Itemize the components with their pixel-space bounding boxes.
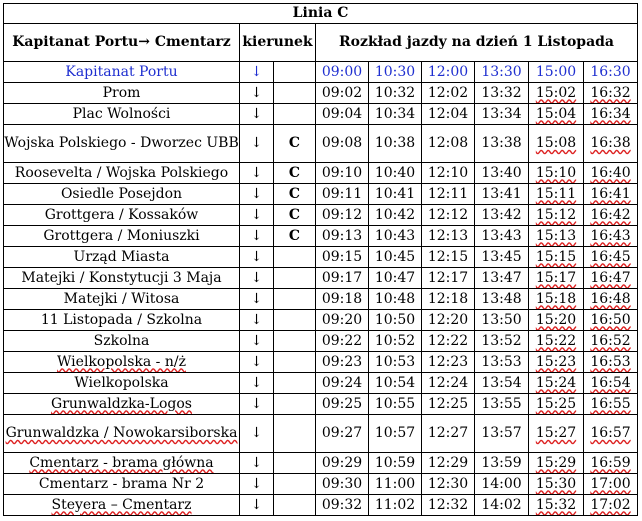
down-arrow-icon: ↓ bbox=[240, 163, 274, 184]
stop-row bbox=[4, 184, 638, 205]
departure-time: 09:15 bbox=[316, 247, 369, 268]
departure-time: 16:52 bbox=[584, 331, 638, 352]
down-arrow-icon: ↓ bbox=[240, 331, 274, 352]
stop-row bbox=[4, 289, 638, 310]
departure-time: 09:24 bbox=[316, 373, 369, 394]
departure-time: 12:24 bbox=[422, 373, 475, 394]
departure-time: 17:00 bbox=[584, 474, 638, 495]
departure-time: 15:08 bbox=[529, 125, 584, 163]
stop-code bbox=[274, 474, 316, 495]
schedule-header: Rozkład jazdy na dzień 1 Listopada bbox=[316, 24, 638, 62]
departure-time: 15:02 bbox=[529, 83, 584, 104]
departure-time: 10:52 bbox=[369, 331, 422, 352]
departure-time: 11:02 bbox=[369, 495, 422, 516]
departure-time: 12:30 bbox=[422, 474, 475, 495]
stop-row bbox=[4, 226, 638, 247]
departure-time: 12:23 bbox=[422, 352, 475, 373]
departure-time: 15:18 bbox=[529, 289, 584, 310]
stop-name: Matejki / Konstytucji 3 Maja bbox=[4, 268, 240, 289]
stop-code bbox=[274, 373, 316, 394]
departure-time: 16:55 bbox=[584, 394, 638, 415]
departure-time: 16:54 bbox=[584, 373, 638, 394]
down-arrow-icon: ↓ bbox=[240, 125, 274, 163]
down-arrow-icon: ↓ bbox=[240, 415, 274, 453]
departure-time: 13:50 bbox=[475, 310, 529, 331]
departure-time: 09:10 bbox=[316, 163, 369, 184]
stop-code: C bbox=[274, 226, 316, 247]
line-title: Linia C bbox=[4, 4, 638, 24]
down-arrow-icon: ↓ bbox=[240, 453, 274, 474]
stop-code bbox=[274, 310, 316, 331]
stop-name: Grunwaldzka-Logos bbox=[4, 394, 240, 415]
stop-row bbox=[4, 268, 638, 289]
departure-time: 10:57 bbox=[369, 415, 422, 453]
departure-time: 10:48 bbox=[369, 289, 422, 310]
stop-name: Kapitanat Portu bbox=[4, 62, 240, 83]
departure-time: 12:17 bbox=[422, 268, 475, 289]
stop-name: Urząd Miasta bbox=[4, 247, 240, 268]
departure-time: 11:00 bbox=[369, 474, 422, 495]
departure-time: 09:30 bbox=[316, 474, 369, 495]
stop-name: Wielkopolska - n/ż bbox=[4, 352, 240, 373]
stop-row bbox=[4, 62, 638, 83]
departure-time: 15:24 bbox=[529, 373, 584, 394]
departure-time: 09:11 bbox=[316, 184, 369, 205]
route-header: Kapitanat Portu→ Cmentarz bbox=[4, 24, 240, 62]
stop-code bbox=[274, 394, 316, 415]
down-arrow-icon: ↓ bbox=[240, 394, 274, 415]
departure-time: 12:00 bbox=[422, 62, 475, 83]
stop-name: Roosevelta / Wojska Polskiego bbox=[4, 163, 240, 184]
departure-time: 10:45 bbox=[369, 247, 422, 268]
departure-time: 09:25 bbox=[316, 394, 369, 415]
stop-name: Prom bbox=[4, 83, 240, 104]
departure-time: 17:02 bbox=[584, 495, 638, 516]
departure-time: 10:47 bbox=[369, 268, 422, 289]
departure-time: 12:11 bbox=[422, 184, 475, 205]
down-arrow-icon: ↓ bbox=[240, 62, 274, 83]
departure-time: 09:00 bbox=[316, 62, 369, 83]
departure-time: 12:12 bbox=[422, 205, 475, 226]
departure-time: 16:53 bbox=[584, 352, 638, 373]
departure-time: 09:02 bbox=[316, 83, 369, 104]
departure-time: 09:17 bbox=[316, 268, 369, 289]
departure-time: 15:23 bbox=[529, 352, 584, 373]
stop-code bbox=[274, 247, 316, 268]
departure-time: 10:50 bbox=[369, 310, 422, 331]
departure-time: 15:27 bbox=[529, 415, 584, 453]
stop-row bbox=[4, 453, 638, 474]
departure-time: 15:11 bbox=[529, 184, 584, 205]
departure-time: 09:08 bbox=[316, 125, 369, 163]
stop-row bbox=[4, 310, 638, 331]
down-arrow-icon: ↓ bbox=[240, 352, 274, 373]
stop-code bbox=[274, 352, 316, 373]
departure-time: 16:40 bbox=[584, 163, 638, 184]
departure-time: 09:20 bbox=[316, 310, 369, 331]
departure-time: 15:10 bbox=[529, 163, 584, 184]
down-arrow-icon: ↓ bbox=[240, 205, 274, 226]
departure-time: 12:32 bbox=[422, 495, 475, 516]
stop-name: Grunwaldzka / Nowokarsiborska bbox=[4, 415, 240, 453]
departure-time: 13:41 bbox=[475, 184, 529, 205]
departure-time: 09:12 bbox=[316, 205, 369, 226]
stop-code bbox=[274, 62, 316, 83]
departure-time: 12:18 bbox=[422, 289, 475, 310]
departure-time: 10:41 bbox=[369, 184, 422, 205]
stop-name: Cmentarz - brama główna bbox=[4, 453, 240, 474]
stop-row bbox=[4, 125, 638, 163]
departure-time: 13:40 bbox=[475, 163, 529, 184]
departure-time: 13:30 bbox=[475, 62, 529, 83]
departure-time: 10:32 bbox=[369, 83, 422, 104]
stop-name: Osiedle Posejdon bbox=[4, 184, 240, 205]
departure-time: 12:29 bbox=[422, 453, 475, 474]
timetable bbox=[3, 3, 638, 516]
stop-row bbox=[4, 104, 638, 125]
departure-time: 16:41 bbox=[584, 184, 638, 205]
departure-time: 09:29 bbox=[316, 453, 369, 474]
departure-time: 09:13 bbox=[316, 226, 369, 247]
departure-time: 12:02 bbox=[422, 83, 475, 104]
stop-row bbox=[4, 83, 638, 104]
departure-time: 16:42 bbox=[584, 205, 638, 226]
stop-name: Wojska Polskiego - Dworzec UBB bbox=[4, 125, 240, 163]
departure-time: 10:30 bbox=[369, 62, 422, 83]
stop-name: Szkolna bbox=[4, 331, 240, 352]
departure-time: 09:22 bbox=[316, 331, 369, 352]
down-arrow-icon: ↓ bbox=[240, 184, 274, 205]
title-row bbox=[4, 4, 638, 24]
stop-row bbox=[4, 495, 638, 516]
header-row bbox=[4, 24, 638, 62]
departure-time: 15:30 bbox=[529, 474, 584, 495]
departure-time: 16:57 bbox=[584, 415, 638, 453]
departure-time: 12:22 bbox=[422, 331, 475, 352]
down-arrow-icon: ↓ bbox=[240, 83, 274, 104]
down-arrow-icon: ↓ bbox=[240, 289, 274, 310]
stop-row bbox=[4, 474, 638, 495]
departure-time: 14:02 bbox=[475, 495, 529, 516]
departure-time: 12:10 bbox=[422, 163, 475, 184]
stop-name: Matejki / Witosa bbox=[4, 289, 240, 310]
departure-time: 10:54 bbox=[369, 373, 422, 394]
departure-time: 16:32 bbox=[584, 83, 638, 104]
departure-time: 15:25 bbox=[529, 394, 584, 415]
departure-time: 09:23 bbox=[316, 352, 369, 373]
departure-time: 15:29 bbox=[529, 453, 584, 474]
departure-time: 13:47 bbox=[475, 268, 529, 289]
departure-time: 13:59 bbox=[475, 453, 529, 474]
down-arrow-icon: ↓ bbox=[240, 373, 274, 394]
departure-time: 10:34 bbox=[369, 104, 422, 125]
departure-time: 12:20 bbox=[422, 310, 475, 331]
departure-time: 09:18 bbox=[316, 289, 369, 310]
timetable-container bbox=[3, 3, 638, 516]
departure-time: 13:52 bbox=[475, 331, 529, 352]
departure-time: 13:45 bbox=[475, 247, 529, 268]
departure-time: 09:04 bbox=[316, 104, 369, 125]
down-arrow-icon: ↓ bbox=[240, 495, 274, 516]
departure-time: 16:59 bbox=[584, 453, 638, 474]
departure-time: 10:40 bbox=[369, 163, 422, 184]
departure-time: 13:48 bbox=[475, 289, 529, 310]
stop-row bbox=[4, 205, 638, 226]
stop-row bbox=[4, 247, 638, 268]
departure-time: 09:27 bbox=[316, 415, 369, 453]
departure-time: 12:15 bbox=[422, 247, 475, 268]
stop-code: C bbox=[274, 184, 316, 205]
stop-row bbox=[4, 352, 638, 373]
departure-time: 12:04 bbox=[422, 104, 475, 125]
departure-time: 16:30 bbox=[584, 62, 638, 83]
departure-time: 13:38 bbox=[475, 125, 529, 163]
stop-code: C bbox=[274, 205, 316, 226]
stop-name: Plac Wolności bbox=[4, 104, 240, 125]
departure-time: 15:20 bbox=[529, 310, 584, 331]
departure-time: 10:38 bbox=[369, 125, 422, 163]
departure-time: 14:00 bbox=[475, 474, 529, 495]
stop-name: Grottgera / Kossaków bbox=[4, 205, 240, 226]
departure-time: 13:42 bbox=[475, 205, 529, 226]
departure-time: 09:32 bbox=[316, 495, 369, 516]
stop-name: Wielkopolska bbox=[4, 373, 240, 394]
stop-name: Cmentarz - brama Nr 2 bbox=[4, 474, 240, 495]
departure-time: 15:12 bbox=[529, 205, 584, 226]
departure-time: 12:25 bbox=[422, 394, 475, 415]
stop-code bbox=[274, 289, 316, 310]
down-arrow-icon: ↓ bbox=[240, 268, 274, 289]
stop-row bbox=[4, 331, 638, 352]
departure-time: 16:48 bbox=[584, 289, 638, 310]
down-arrow-icon: ↓ bbox=[240, 310, 274, 331]
departure-time: 15:15 bbox=[529, 247, 584, 268]
stop-code bbox=[274, 331, 316, 352]
departure-time: 12:13 bbox=[422, 226, 475, 247]
stop-name: Steyera – Cmentarz bbox=[4, 495, 240, 516]
departure-time: 15:04 bbox=[529, 104, 584, 125]
down-arrow-icon: ↓ bbox=[240, 474, 274, 495]
stop-code bbox=[274, 83, 316, 104]
stop-row bbox=[4, 415, 638, 453]
stop-code: C bbox=[274, 163, 316, 184]
down-arrow-icon: ↓ bbox=[240, 226, 274, 247]
departure-time: 13:53 bbox=[475, 352, 529, 373]
departure-time: 10:43 bbox=[369, 226, 422, 247]
stop-code bbox=[274, 104, 316, 125]
stop-code: C bbox=[274, 125, 316, 163]
stop-name: Grottgera / Moniuszki bbox=[4, 226, 240, 247]
departure-time: 13:55 bbox=[475, 394, 529, 415]
departure-time: 15:22 bbox=[529, 331, 584, 352]
stop-row bbox=[4, 394, 638, 415]
departure-time: 16:50 bbox=[584, 310, 638, 331]
stop-code bbox=[274, 495, 316, 516]
departure-time: 16:47 bbox=[584, 268, 638, 289]
departure-time: 16:45 bbox=[584, 247, 638, 268]
departure-time: 15:32 bbox=[529, 495, 584, 516]
departure-time: 13:32 bbox=[475, 83, 529, 104]
stop-row bbox=[4, 373, 638, 394]
departure-time: 15:13 bbox=[529, 226, 584, 247]
departure-time: 16:34 bbox=[584, 104, 638, 125]
departure-time: 16:38 bbox=[584, 125, 638, 163]
departure-time: 12:08 bbox=[422, 125, 475, 163]
departure-time: 10:53 bbox=[369, 352, 422, 373]
departure-time: 15:17 bbox=[529, 268, 584, 289]
departure-time: 13:57 bbox=[475, 415, 529, 453]
stop-code bbox=[274, 453, 316, 474]
stop-code bbox=[274, 268, 316, 289]
departure-time: 10:59 bbox=[369, 453, 422, 474]
departure-time: 10:55 bbox=[369, 394, 422, 415]
departure-time: 10:42 bbox=[369, 205, 422, 226]
stop-name: 11 Listopada / Szkolna bbox=[4, 310, 240, 331]
direction-header: kierunek bbox=[240, 24, 316, 62]
departure-time: 13:54 bbox=[475, 373, 529, 394]
stop-row bbox=[4, 163, 638, 184]
stop-code bbox=[274, 415, 316, 453]
down-arrow-icon: ↓ bbox=[240, 104, 274, 125]
departure-time: 16:43 bbox=[584, 226, 638, 247]
departure-time: 15:00 bbox=[529, 62, 584, 83]
departure-time: 13:43 bbox=[475, 226, 529, 247]
departure-time: 13:34 bbox=[475, 104, 529, 125]
departure-time: 12:27 bbox=[422, 415, 475, 453]
down-arrow-icon: ↓ bbox=[240, 247, 274, 268]
